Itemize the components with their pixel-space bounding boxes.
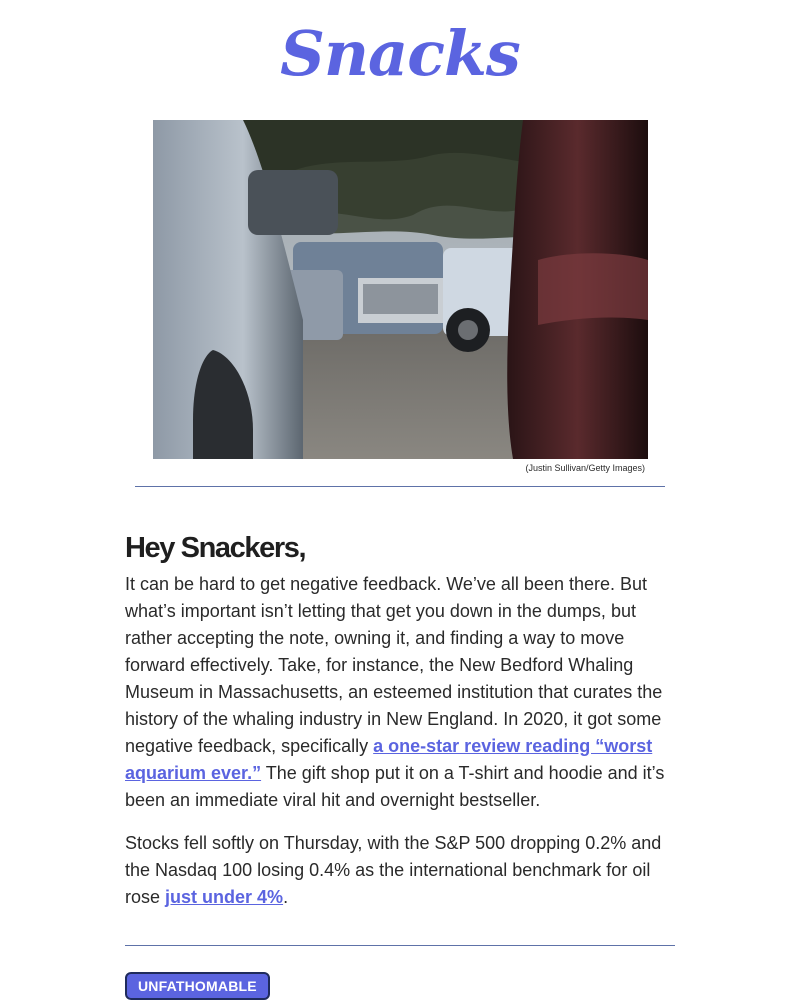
- intro-paragraph: [125, 571, 680, 814]
- divider: [125, 945, 675, 946]
- paragraph-text: The gift shop put it on a T-shirt and hoodie and it’s been an immediate viral hit and overnight bestseller.: [125, 763, 665, 810]
- paragraph-text: Stocks fell softly on Thursday, with the S&P 500 dropping 0.2% and the Nasdaq 100 losing 0.4% as the international benchmark for oil rose: [125, 833, 662, 907]
- section-tag: UNFATHOMABLE: [125, 972, 270, 1000]
- review-link[interactable]: a one-star review reading “worst aquarium ever.”: [125, 736, 653, 783]
- snacks-logo[interactable]: Snacks: [280, 17, 520, 90]
- greeting-heading: Hey Snackers,: [125, 532, 306, 564]
- paragraph-text: It can be hard to get negative feedback. We’ve all been there. But what’s important isn’t letting that get you down in the dumps, but rather accepting the note, owning it, and finding a way to move forward effectively. Take, for instance, the New Bedford Whaling Museum in Massachusetts, an esteemed institution that curates the history of the whaling industry in New England. In 2020, it got some negative feedback, specifically: [125, 574, 663, 756]
- oil-link[interactable]: just under 4%: [165, 887, 284, 907]
- divider: [135, 486, 665, 487]
- markets-paragraph: [125, 830, 680, 911]
- hero-image: [153, 120, 648, 459]
- image-caption: (Justin Sullivan/Getty Images): [525, 463, 645, 473]
- header: [0, 14, 800, 94]
- paragraph-text: .: [283, 887, 289, 907]
